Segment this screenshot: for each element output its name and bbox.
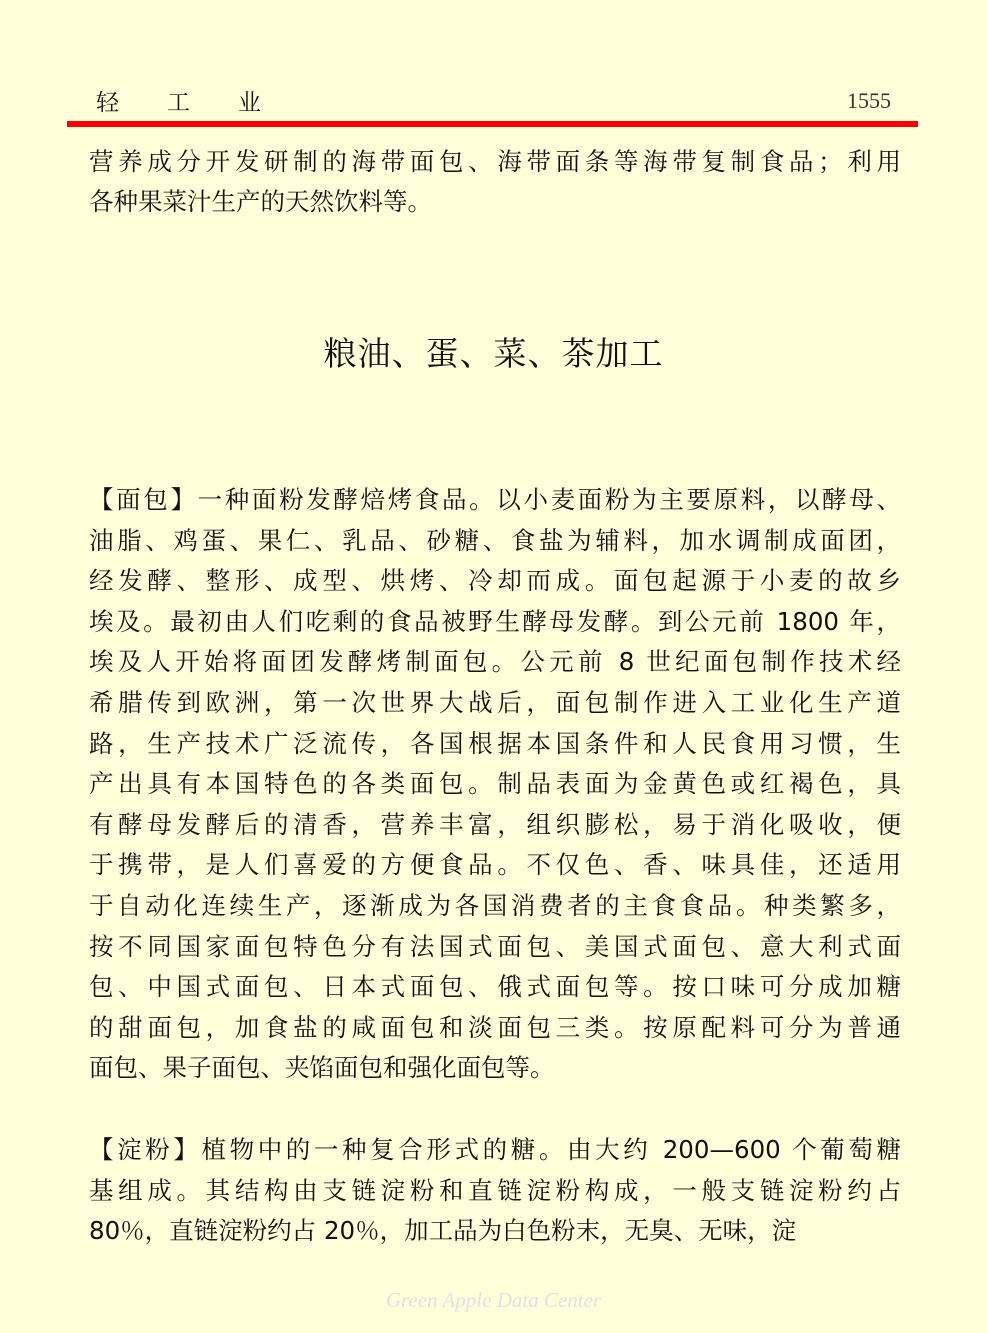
text-line: 基组成。其结构由支链淀粉和直链淀粉构成，一般支链淀粉约占 [89,1175,901,1205]
text-line: 80％，直链淀粉约占 20％，加工品为白色粉末，无臭、无味，淀 [89,1216,797,1246]
text-line: 于自动化连续生产，逐渐成为各国消费者的主食食品。种类繁多， [89,891,901,920]
text-line: 希腊传到欧洲，第一次世界大战后，面包制作进入工业化生产道 [89,688,901,717]
text-line: 埃及人开始将面团发酵烤制面包。公元前 8 世纪面包制作技术经 [89,647,901,677]
header-char: 工 [167,90,190,116]
text-line: 经发酵、整形、成型、烘烤、冷却而成。面包起源于小麦的故乡 [89,566,901,596]
text-line: 【面包】一种面粉发酵焙烤食品。以小麦面粉为主要原料，以酵母、 [89,485,901,514]
text-line: 面包、果子面包、夹馅面包和强化面包等。 [89,1053,555,1083]
section-title: 粮油、蛋、菜、茶加工 [323,334,664,373]
text-line: 产出具有本国特色的各类面包。制品表面为金黄色或红褐色，具 [89,769,901,799]
header-rule [67,121,918,127]
text-line: 埃及。最初由人们吃剩的食品被野生酵母发酵。到公元前 1800 年， [89,606,901,636]
text-line: 营养成分开发研制的海带面包、海带面条等海带复制食品；利用 [89,147,901,176]
header-char: 业 [238,90,261,116]
text-line: 油脂、鸡蛋、果仁、乳品、砂糖、食盐为辅料，加水调制成面团， [89,525,901,555]
watermark: Green Apple Data Center [385,1288,602,1312]
text-line: 于携带，是人们喜爱的方便食品。不仅色、香、味具佳，还适用 [89,850,901,880]
text-line: 各种果菜汁生产的天然饮料等。 [89,187,432,216]
text-line: 包、中国式面包、日本式面包、俄式面包等。按口味可分成加糖 [89,972,901,1002]
text-line: 【淀粉】植物中的一种复合形式的糖。由大约 200—600 个葡萄糖 [89,1135,901,1164]
text-line: 按不同国家面包特色分有法国式面包、美国式面包、意大利式面 [89,931,901,961]
text-line: 的甜面包，加食盐的咸面包和淡面包三类。按原配料可分为普通 [89,1012,901,1042]
text-line: 有酵母发酵后的清香，营养丰富，组织膨松，易于消化吸收，便 [89,809,901,839]
text-line: 路，生产技术广泛流传，各国根据本国条件和人民食用习惯，生 [89,728,901,758]
running-header-section [96,84,309,117]
header-char: 轻 [96,90,119,116]
page-number: 1555 [847,88,891,113]
